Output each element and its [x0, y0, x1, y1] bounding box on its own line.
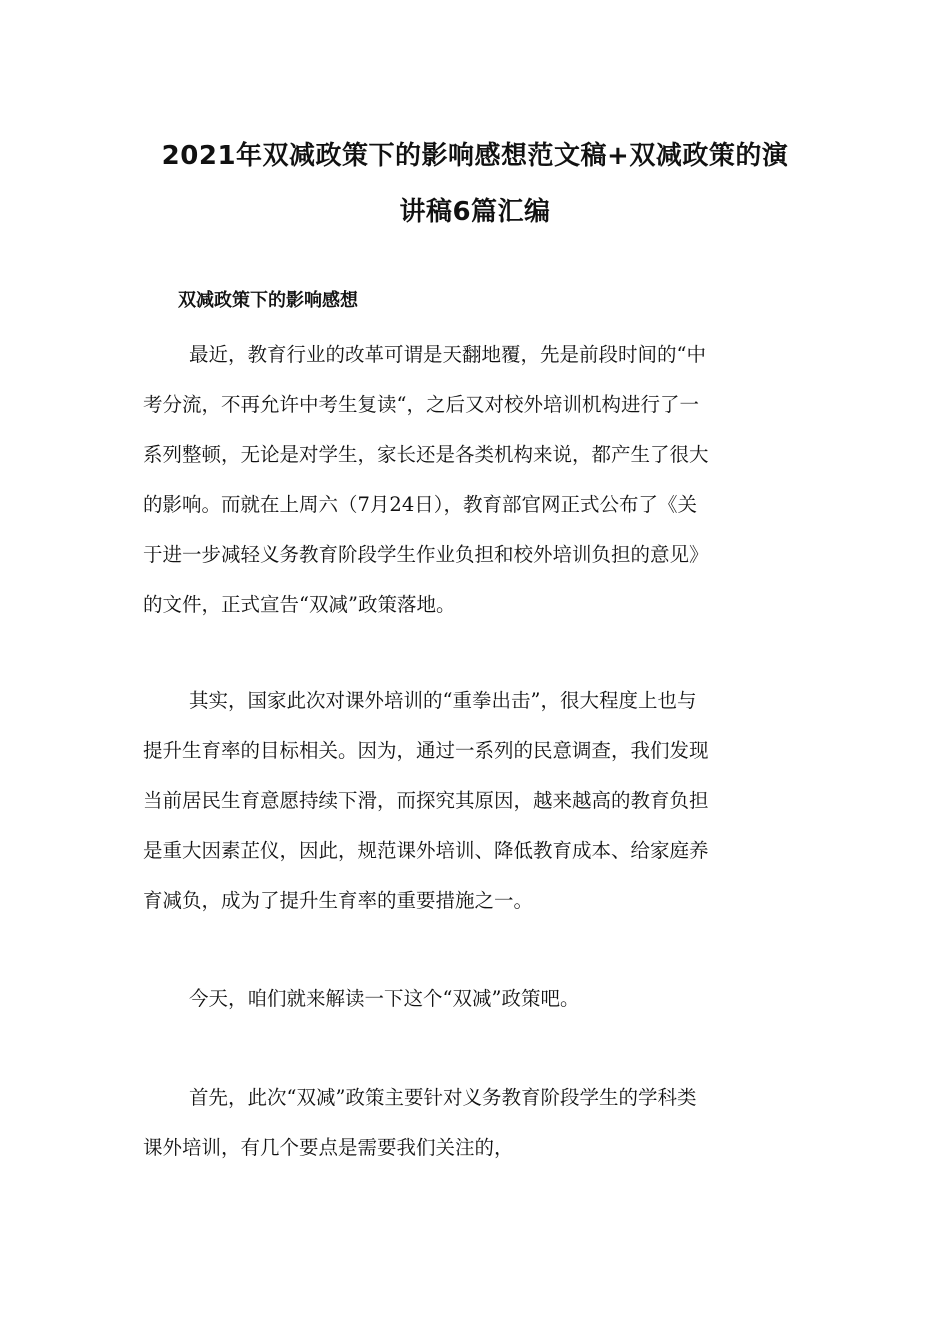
paragraph-1	[143, 330, 808, 630]
title-line-2: 讲稿6篇汇编	[399, 197, 551, 227]
paragraph-line: 首先，此次“双减”政策主要针对义务教育阶段学生的学科类	[189, 1086, 697, 1109]
paragraph-line: 于进一步减轻义务教育阶段学生作业负担和校外培训负担的意见》	[143, 543, 709, 566]
paragraph-line: 的文件，正式宣告“双减”政策落地。	[143, 593, 456, 616]
section-heading: 双减政策下的影响感想	[178, 290, 358, 311]
paragraph-line: 育减负，成为了提升生育率的重要措施之一。	[143, 889, 534, 912]
paragraph-line: 的影响。而就在上周六（7月24日），教育部官网正式公布了《关	[143, 493, 697, 516]
paragraph-line: 考分流，不再允许中考生复读“，之后又对校外培训机构进行了一	[143, 393, 699, 416]
paragraph-line: 最近，教育行业的改革可谓是天翻地覆，先是前段时间的“中	[189, 343, 706, 366]
paragraph-4	[143, 1073, 808, 1173]
paragraph-line: 当前居民生育意愿持续下滑，而探究其原因，越来越高的教育负担	[143, 789, 709, 812]
document-title	[120, 128, 830, 240]
paragraph-line: 系列整顿，无论是对学生，家长还是各类机构来说，都产生了很大	[143, 443, 709, 466]
paragraph-line: 是重大因素芷仪，因此，规范课外培训、降低教育成本、给家庭养	[143, 839, 709, 862]
paragraph-line: 课外培训，有几个要点是需要我们关注的，	[143, 1136, 514, 1159]
paragraph-2	[143, 676, 808, 926]
paragraph-line: 今天，咱们就来解读一下这个“双减”政策吧。	[189, 987, 580, 1010]
paragraph-3	[143, 974, 808, 1024]
paragraph-line: 提升生育率的目标相关。因为，通过一系列的民意调查，我们发现	[143, 739, 709, 762]
paragraph-line: 其实，国家此次对课外培训的“重拳出击”，很大程度上也与	[189, 689, 697, 712]
title-line-1: 2021年双减政策下的影响感想范文稿+双减政策的演	[161, 141, 789, 171]
